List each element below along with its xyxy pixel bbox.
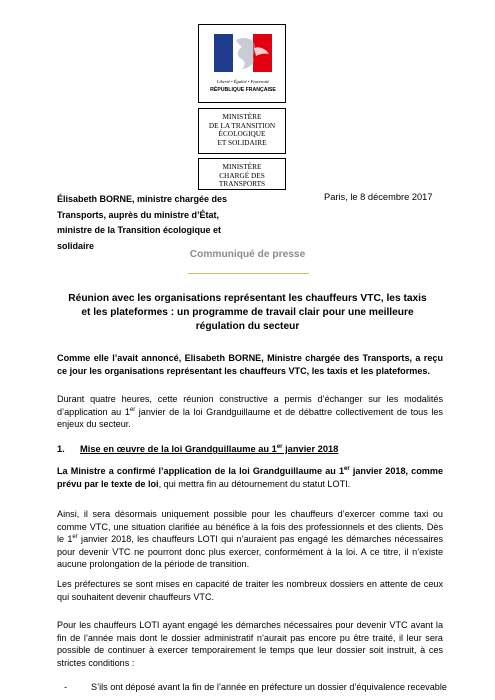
ministry-line: MINISTÈRE [222,162,262,171]
text-run: , qui mettra fin au détournement du statut LOTI. [158,478,351,489]
government-logo [198,24,286,189]
author-line: ministre de la Transition écologique et [57,225,222,235]
dateline: Paris, le 8 décembre 2017 [324,192,433,202]
title-line: régulation du secteur [195,320,300,332]
text-run: janvier 2018, comme prévu par le texte de loi [57,466,443,489]
text-run: janvier de la loi Grandguillaume et de débattre collectivement de tous les enjeux du secteur. [57,406,443,430]
text-run: Mise en œuvre de la loi Grandguillaume au 1 [80,444,277,454]
superscript: er [129,406,136,413]
section-number: 1. [57,444,65,454]
text-run: La Ministre a confirmé l’application de la loi Grandguillaume au 1 [57,466,345,476]
superscript: er [276,443,283,450]
marianne-flag-icon [214,34,272,72]
document-kind: Communiqué de presse [189,249,306,260]
republic-name: RÉPUBLIQUE FRANÇAISE [210,87,276,93]
marianne-logo-frame [198,24,286,103]
author-block [57,192,267,254]
text-run: Durant quatre heures, cette réunion constructive a permis d’échanger sur les modalités d’application au 1 [57,394,443,417]
section-title [80,444,338,454]
republic-motto: Liberté • Égalité • Fraternité [216,79,270,84]
ministry-line: MINISTÈRE [222,112,262,121]
ministry-line: ET SOLIDAIRE [217,137,267,147]
superscript: er [344,465,350,472]
press-release-title [40,292,455,333]
text-run: janvier 2018, les chauffeurs LOTI qui n’auraient pas engagé les démarches nécessaires pour devenir VTC ne pourront donc plus exercer, conformément à la loi. A ce titre, il n’existe aucune prolongation de la période de transition. [57,534,443,570]
ministry-line: CHARGÉ DES [219,170,265,180]
bullet-dash: - [64,682,68,692]
ministry-line: DE LA TRANSITION [208,120,276,130]
ministry-box-transport [198,158,286,190]
ministry-line: ÉCOLOGIQUE [218,129,266,139]
paragraph-conditions: Pour les chauffeurs LOTI ayant engagé les démarches nécessaires pour devenir VTC avant la fin de l’année mais dont le dossier administratif n’aurait pas encore pu être traité, il leur sera possible de continuer à exercer temporairement le temps que leur dossier soit instruit, à ces strictes conditions : [57,620,443,668]
author-line: Élisabeth BORNE, ministre chargée des [57,194,228,204]
title-line: et les plateformes : un programme de travail clair pour une meilleure [81,306,414,318]
section-heading-1 [57,444,338,454]
text-run: Ainsi, il sera désormais uniquement possible pour les chauffeurs d’exercer comme taxi ou comme VTC, une situation clarifiée au bénéfice à la fois des professionnels et des clients. Dès le 1 [57,509,443,545]
paragraph-prefectures: Les préfectures se sont mises en capacité de traiter les nombreux dossiers en attente de ceux qui souhaitent devenir chauffeurs VTC. [57,579,443,602]
paragraph-loti [57,508,443,571]
title-line: Réunion avec les organisations représentant les chauffeurs VTC, les taxis [68,293,427,304]
text-run: janvier 2018 [282,444,339,454]
bullet-item [57,681,447,694]
bullet-text: S’ils ont déposé avant la fin de l’année en préfecture un dossier d’équivalence recevable [91,682,447,692]
superscript: er [72,534,78,541]
author-line: solidaire [57,240,95,251]
paragraph-confirmation [57,465,443,490]
ministry-box-ecology [198,108,286,154]
intro-paragraph: Comme elle l’avait annoncé, Elisabeth BORNE, Ministre chargée des Transports, a reçu ce jour les organisations représentant les chauffeurs VTC, les taxis et les plateformes. [57,353,443,376]
author-line: Transports, auprès du ministre d’État, [57,209,220,220]
title-divider [188,273,309,274]
ministry-line: TRANSPORTS [218,179,266,189]
paragraph-meeting [57,393,443,431]
